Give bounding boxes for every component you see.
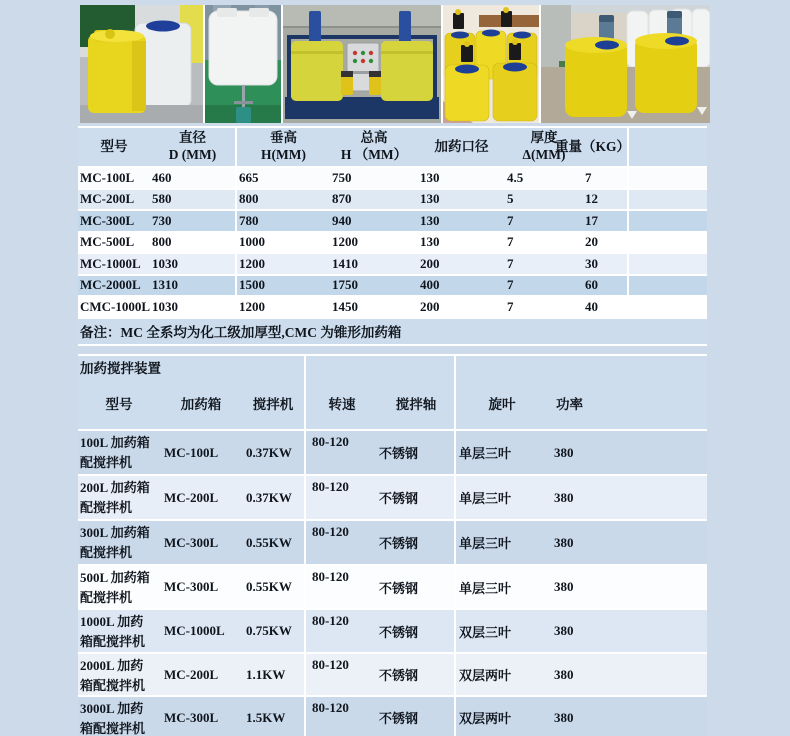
title-row-segment xyxy=(304,356,454,377)
spec-value-cell: 7 xyxy=(507,234,514,250)
mixer-rows xyxy=(78,431,707,736)
mixer-table xyxy=(78,354,707,736)
table-row xyxy=(78,211,707,233)
table-row xyxy=(78,476,707,521)
column-header-text: D (MM) xyxy=(168,147,217,162)
spec-value-cell: 40 xyxy=(585,298,598,314)
column-header: 功率 xyxy=(556,397,583,412)
tank-spec-header-row xyxy=(78,128,707,168)
table-row xyxy=(78,233,707,255)
speed-cell: 80-120 xyxy=(304,476,378,519)
table-row xyxy=(78,190,707,212)
impeller-cell: 单层三叶 xyxy=(454,521,548,564)
speed-cell: 80-120 xyxy=(304,521,378,564)
spec-value-cell: 1500 xyxy=(235,276,330,296)
photo-dosing-system-skid xyxy=(283,5,441,123)
column-header-text: 型号 xyxy=(100,138,128,154)
power-cell: 380 xyxy=(554,489,574,505)
speed-cell: 80-120 xyxy=(304,654,378,695)
empty-cell xyxy=(627,297,707,317)
spec-value-cell: 1450 xyxy=(332,298,358,314)
config-label-cell: 1000L 加药箱配搅拌机 xyxy=(80,614,146,649)
config-label-cell: 2000L 加药箱配搅拌机 xyxy=(80,658,146,693)
table-row xyxy=(78,654,707,697)
empty-cell xyxy=(627,276,707,296)
note-row xyxy=(78,319,707,346)
column-header-text: 加药口径 xyxy=(434,138,489,154)
column-header xyxy=(78,128,150,166)
tank-model-cell: MC-300L xyxy=(164,709,219,725)
model-cell: MC-300L xyxy=(80,212,135,228)
mixer-table-title-row xyxy=(78,356,707,377)
spec-value-cell: 1410 xyxy=(332,255,358,271)
config-label-cell: 500L 加药箱配搅拌机 xyxy=(80,570,150,605)
spec-value-cell: 665 xyxy=(235,168,330,188)
spec-value-cell: 730 xyxy=(152,212,172,228)
spec-value-cell: 1200 xyxy=(332,234,358,250)
tank-model-cell: MC-300L xyxy=(164,534,219,550)
mixer-power-cell: 0.37KW xyxy=(246,489,292,505)
photo-large-dosing-tanks-with-mixers xyxy=(541,5,710,123)
spec-value-cell: 1200 xyxy=(235,297,330,317)
title-row-segment xyxy=(454,356,707,377)
section-title-text: 加药搅拌装置 xyxy=(80,361,161,376)
tank-model-cell: MC-200L xyxy=(164,666,219,682)
power-cell: 380 xyxy=(554,623,574,638)
config-label-cell: 3000L 加药箱配搅拌机 xyxy=(80,701,146,736)
tank-model-cell: MC-100L xyxy=(164,444,219,460)
product-photo-strip xyxy=(80,5,710,123)
shaft-material-cell: 不锈钢 xyxy=(379,668,419,683)
spec-value-cell: 7 xyxy=(507,255,514,271)
column-header xyxy=(150,128,235,166)
impeller-cell: 单层三叶 xyxy=(454,566,548,608)
config-label-cell: 100L 加药箱配搅拌机 xyxy=(80,435,150,470)
table-row xyxy=(78,168,707,190)
empty-cell xyxy=(627,190,707,210)
spec-value-cell: 870 xyxy=(332,191,352,207)
model-cell: MC-500L xyxy=(80,234,135,250)
table-row xyxy=(78,254,707,276)
shaft-material-cell: 不锈钢 xyxy=(379,536,419,551)
spec-value-cell: 7 xyxy=(507,298,514,314)
spec-value-cell: 400 xyxy=(420,277,440,293)
shaft-material-cell: 不锈钢 xyxy=(379,624,419,640)
spec-value-cell: 1310 xyxy=(152,277,178,293)
empty-cell xyxy=(627,211,707,231)
column-header xyxy=(330,128,418,166)
spec-value-cell: 780 xyxy=(235,211,330,231)
spec-value-cell: 200 xyxy=(420,255,440,271)
mixer-power-cell: 1.1KW xyxy=(246,666,286,682)
spec-value-cell: 130 xyxy=(420,191,440,207)
shaft-material-cell: 不锈钢 xyxy=(379,491,419,506)
model-cell: MC-200L xyxy=(80,191,135,207)
spec-value-cell: 7 xyxy=(507,277,514,293)
spec-value-cell: 800 xyxy=(152,234,172,250)
column-header: 转速 xyxy=(304,377,378,429)
spec-value-cell: 1750 xyxy=(332,277,358,293)
model-cell: MC-1000L xyxy=(80,255,141,271)
spec-value-cell: 800 xyxy=(235,190,330,210)
speed-cell: 80-120 xyxy=(304,431,378,474)
column-header-text: 直径 xyxy=(179,130,206,146)
column-header-text: H(MM) xyxy=(261,147,306,162)
model-cell: MC-100L xyxy=(80,169,135,185)
tank-model-cell: MC-300L xyxy=(164,579,219,594)
column-header-text: 厚度 xyxy=(530,130,558,146)
photo-dosing-tank-group-with-pumps xyxy=(443,5,539,123)
spec-value-cell: 30 xyxy=(585,255,598,271)
spec-value-cell: 7 xyxy=(507,212,514,228)
spec-value-cell: 1000 xyxy=(235,233,330,253)
spec-value-cell: 60 xyxy=(585,277,598,293)
spec-value-cell: 17 xyxy=(585,212,598,228)
impeller-cell: 单层三叶 xyxy=(454,431,548,474)
column-header-text: H （MM） xyxy=(340,147,408,162)
config-label-cell: 200L 加药箱配搅拌机 xyxy=(80,480,150,515)
column-header: 加药箱 xyxy=(180,397,222,412)
speed-cell: 80-120 xyxy=(304,566,378,608)
spec-value-cell: 200 xyxy=(420,298,440,314)
tank-spec-table xyxy=(78,126,707,346)
table-row xyxy=(78,276,707,298)
power-cell: 380 xyxy=(554,666,574,682)
spec-value-cell: 130 xyxy=(420,169,440,185)
column-header xyxy=(555,128,631,166)
mixer-header-row xyxy=(78,377,707,431)
spec-value-cell: 130 xyxy=(420,234,440,250)
column-header: 搅拌轴 xyxy=(395,397,437,412)
spec-value-cell: 750 xyxy=(332,169,352,185)
impeller-cell: 双层两叶 xyxy=(454,697,548,736)
section-title xyxy=(78,356,304,377)
column-header-text: 总高 xyxy=(360,130,388,146)
impeller-cell: 单层三叶 xyxy=(454,476,548,519)
impeller-cell: 双层三叶 xyxy=(454,610,548,652)
config-label-cell: 300L 加药箱配搅拌机 xyxy=(80,525,150,560)
empty-cell xyxy=(627,254,707,274)
empty-cell xyxy=(627,233,707,253)
table-row xyxy=(78,431,707,476)
spec-value-cell: 940 xyxy=(332,212,352,228)
spec-value-cell: 5 xyxy=(507,191,514,207)
column-header-text: 重量（KG） xyxy=(555,138,631,154)
mixer-power-cell: 0.75KW xyxy=(246,623,292,638)
column-header-text: Δ(MM) xyxy=(522,147,566,162)
column-header: 旋叶 xyxy=(454,377,548,429)
column-header: 搅拌机 xyxy=(252,397,294,412)
mixer-power-cell: 0.37KW xyxy=(246,444,292,460)
mixer-power-cell: 0.55KW xyxy=(246,534,292,550)
power-cell: 380 xyxy=(554,444,574,460)
spec-value-cell: 1030 xyxy=(152,298,178,314)
table-row xyxy=(78,610,707,654)
shaft-material-cell: 不锈钢 xyxy=(379,711,419,726)
model-cell: MC-2000L xyxy=(80,277,141,293)
note-text: 备注：MC 全系均为化工级加厚型,CMC 为锥形加药箱 xyxy=(80,325,402,340)
spec-value-cell: 1200 xyxy=(235,254,330,274)
power-cell: 380 xyxy=(554,579,574,594)
table-row xyxy=(78,566,707,610)
table-row xyxy=(78,297,707,319)
photo-tank-with-mixer-shaft xyxy=(205,5,281,123)
table-row xyxy=(78,521,707,566)
spec-value-cell: 130 xyxy=(420,212,440,228)
speed-cell: 80-120 xyxy=(304,697,378,736)
photo-dosing-tanks-yellow-white xyxy=(80,5,203,123)
table-row xyxy=(78,697,707,736)
spec-value-cell: 20 xyxy=(585,234,598,250)
mixer-power-cell: 1.5KW xyxy=(246,709,286,725)
speed-cell: 80-120 xyxy=(304,610,378,652)
spec-value-cell: 580 xyxy=(152,191,172,207)
spec-value-cell: 4.5 xyxy=(507,169,524,185)
column-header xyxy=(235,128,330,166)
shaft-material-cell: 不锈钢 xyxy=(379,580,419,596)
spec-value-cell: 460 xyxy=(152,169,172,185)
shaft-material-cell: 不锈钢 xyxy=(379,446,419,461)
power-cell: 380 xyxy=(554,709,574,725)
column-header-text: 垂高 xyxy=(270,130,297,146)
empty-header-cell xyxy=(627,128,707,166)
tank-model-cell: MC-1000L xyxy=(164,623,225,638)
spec-value-cell: 1030 xyxy=(152,255,178,271)
spec-value-cell: 12 xyxy=(585,191,598,207)
empty-cell xyxy=(627,168,707,188)
power-cell: 380 xyxy=(554,534,574,550)
model-cell: CMC-1000L xyxy=(80,298,151,314)
spec-value-cell: 7 xyxy=(585,169,592,185)
tank-spec-rows xyxy=(78,168,707,319)
column-header: 型号 xyxy=(105,397,133,412)
tank-model-cell: MC-200L xyxy=(164,489,219,505)
mixer-power-cell: 0.55KW xyxy=(246,579,292,594)
impeller-cell: 双层两叶 xyxy=(454,654,548,695)
column-header xyxy=(418,128,505,166)
